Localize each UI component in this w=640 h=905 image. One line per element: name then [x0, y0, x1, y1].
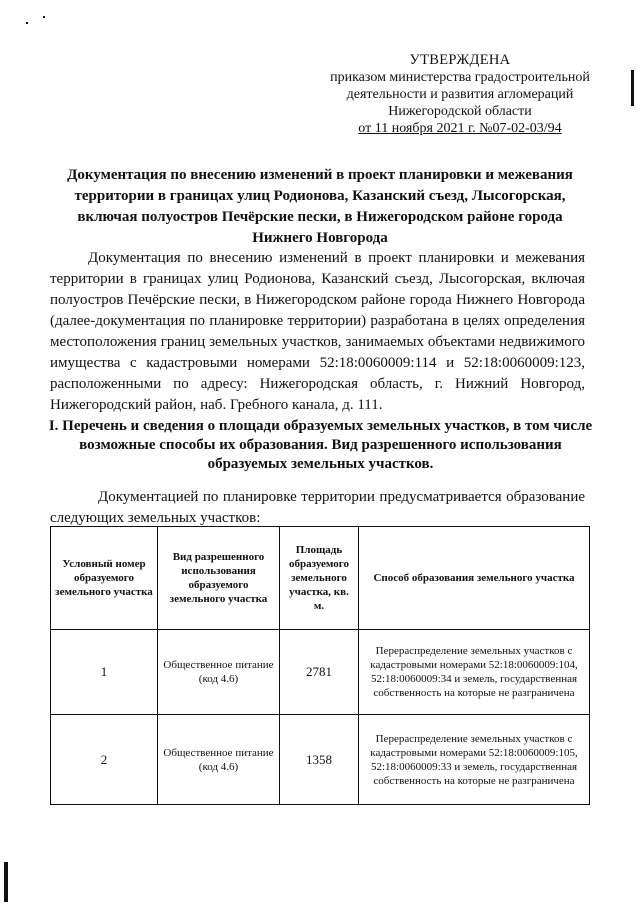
land-plots-table	[50, 526, 590, 805]
cell-use: Общественное питание (код 4.6)	[158, 630, 280, 715]
cell-method: Перераспределение земельных участков с кадастровыми номерами 52:18:0060009:105, 52:18:0060009:33 и земель, государственная собственность на которые не разграничена	[359, 715, 590, 805]
table-header-row	[51, 527, 590, 630]
section-intro: Документацией по планировке территории предусматривается образование следующих земельных участков:	[50, 489, 585, 526]
approval-line: Нижегородской области	[388, 104, 532, 119]
header-method: Способ образования земельного участка	[359, 527, 590, 630]
cell-method: Перераспределение земельных участков с кадастровыми номерами 52:18:0060009:104, 52:18:0060009:34 и земель, государственная собственность на которые не разграничена	[359, 630, 590, 715]
scan-speck	[26, 22, 28, 24]
approval-order-number: от 11 ноября 2021 г. №07-02-03/94	[358, 121, 562, 136]
cell-use: Общественное питание (код 4.6)	[158, 715, 280, 805]
section-heading: I. Перечень и сведения о площади образуемых земельных участков, в том числе возможные способы их образования. Вид разрешенного использования образуемых земельных участков.	[48, 418, 593, 472]
cell-area: 1358	[280, 715, 359, 805]
approval-heading: УТВЕРЖДЕНА	[409, 52, 511, 68]
header-number: Условный номер образуемого земельного участка	[51, 527, 158, 630]
approval-line: приказом министерства градостроительной	[330, 70, 590, 85]
intro-paragraph: Документация по внесению изменений в проект планировки и межевания территории в границах улиц Родионова, Казанский съезд, Лысогорская, включая полуостров Печёрские пески, в Нижегородском районе города Нижнего Новгорода (далее-документация по планировке территории) разработана в целях определения местоположения границ земельных участков, занимаемых объектами недвижимого имущества с кадастровыми номерами 52:18:0060009:114 и 52:18:0060009:123, расположенными по адресу: Нижегородская область, г. Нижний Новгород, Нижегородский район, наб. Гребного канала, д. 111.	[50, 250, 585, 413]
approval-line: деятельности и развития агломераций	[346, 87, 574, 102]
table-row	[51, 715, 590, 805]
cell-number: 2	[51, 715, 158, 805]
cell-number: 1	[51, 630, 158, 715]
scan-speck	[43, 16, 45, 18]
cell-area: 2781	[280, 630, 359, 715]
approval-stamp	[300, 52, 620, 137]
binding-mark	[4, 862, 8, 902]
binding-mark	[631, 70, 634, 106]
header-area: Площадь образуемого земельного участка, кв. м.	[280, 527, 359, 630]
table-row	[51, 630, 590, 715]
header-use: Вид разрешенного использования образуемого земельного участка	[158, 527, 280, 630]
document-title: Документация по внесению изменений в проект планировки и межевания территории в границах улиц Родионова, Казанский съезд, Лысогорская, включая полуостров Печёрские пески, в Нижегородском районе города Нижнего Новгорода	[67, 167, 573, 246]
